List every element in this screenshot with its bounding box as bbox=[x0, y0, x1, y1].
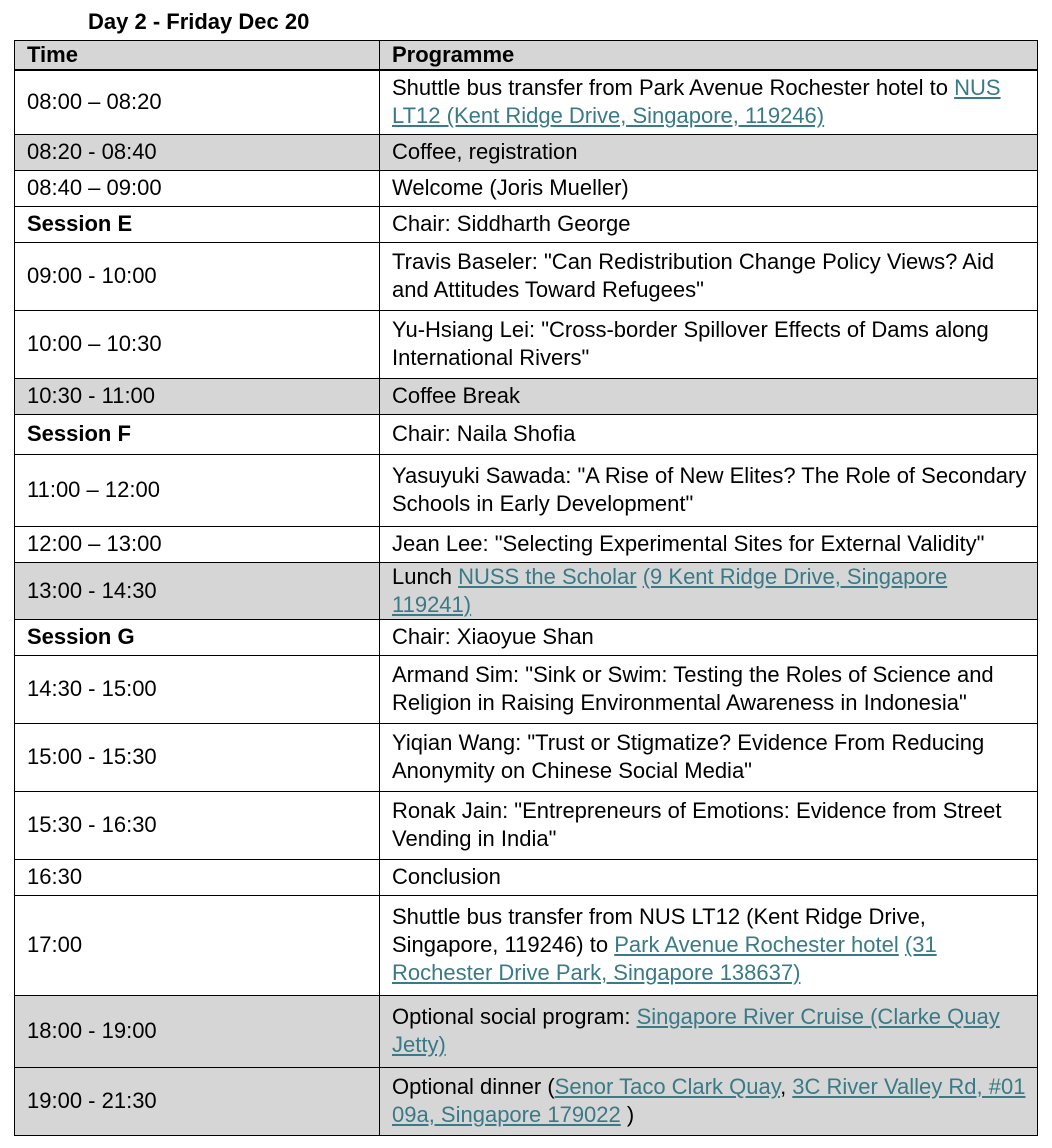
programme-link[interactable]: NUSS the Scholar bbox=[458, 563, 637, 589]
programme-text: Coffee Break bbox=[392, 383, 521, 408]
programme-cell bbox=[380, 562, 1038, 619]
session-label: Session E bbox=[15, 206, 380, 242]
table-row bbox=[15, 170, 1038, 206]
programme-cell bbox=[380, 895, 1038, 995]
schedule-table bbox=[14, 40, 1038, 1136]
table-row bbox=[15, 655, 1038, 723]
programme-link[interactable]: Park Avenue Rochester hotel bbox=[614, 932, 899, 957]
programme-cell bbox=[380, 791, 1038, 859]
time-cell: 19:00 - 21:30 bbox=[15, 1067, 380, 1135]
programme-text: Jean Lee: "Selecting Experimental Sites for External Validity" bbox=[392, 531, 985, 556]
programme-text: Travis Baseler: "Can Redistribution Change Policy Views? Aid and Attitudes Toward Refugees" bbox=[392, 249, 995, 302]
programme-cell bbox=[380, 619, 1038, 655]
time-cell: 17:00 bbox=[15, 895, 380, 995]
programme-link[interactable]: NUS LT12 (Kent Ridge Drive, Singapore, 119246) bbox=[392, 75, 1001, 129]
programme-cell bbox=[380, 70, 1038, 134]
time-cell: 15:00 - 15:30 bbox=[15, 723, 380, 791]
table-row bbox=[15, 70, 1038, 134]
time-cell: 08:40 – 09:00 bbox=[15, 170, 380, 206]
time-cell: 09:00 - 10:00 bbox=[15, 242, 380, 310]
time-cell: 12:00 – 13:00 bbox=[15, 526, 380, 562]
table-row bbox=[15, 526, 1038, 562]
programme-text: Shuttle bus transfer from NUS LT12 (Kent Ridge Drive, Singapore, 119246) to bbox=[392, 904, 926, 957]
programme-text: Lunch bbox=[392, 563, 459, 589]
programme-link[interactable]: (31 Rochester Drive Park, Singapore 138637) bbox=[392, 932, 937, 985]
programme-link[interactable]: Singapore River Cruise (Clarke Quay Jetty) bbox=[392, 1004, 1000, 1057]
programme-text: ) bbox=[620, 1102, 635, 1127]
programme-cell bbox=[380, 454, 1038, 526]
programme-text: Welcome (Joris Mueller) bbox=[392, 175, 629, 200]
programme-text: Armand Sim: "Sink or Swim: Testing the Roles of Science and Religion in Raising Environmental Awareness in Indonesia" bbox=[392, 662, 994, 715]
programme-cell bbox=[380, 414, 1038, 454]
session-label: Session G bbox=[15, 619, 380, 655]
session-row bbox=[15, 206, 1038, 242]
programme-text: Chair: Naila Shofia bbox=[392, 421, 576, 446]
programme-text: Optional social program: bbox=[392, 1004, 637, 1029]
table-row bbox=[15, 454, 1038, 526]
table-row bbox=[15, 895, 1038, 995]
programme-link[interactable]: (9 Kent Ridge Drive, Singapore 119241) bbox=[392, 563, 948, 617]
time-cell: 16:30 bbox=[15, 859, 380, 895]
programme-text: Coffee, registration bbox=[392, 139, 578, 164]
programme-cell bbox=[380, 1067, 1038, 1135]
table-row bbox=[15, 242, 1038, 310]
programme-cell bbox=[380, 310, 1038, 378]
table-row bbox=[15, 310, 1038, 378]
programme-cell bbox=[380, 995, 1038, 1067]
programme-link[interactable]: 3C River Valley Rd, #01 09a, Singapore 179022 bbox=[392, 1074, 1026, 1127]
session-label: Session F bbox=[15, 414, 380, 454]
programme-cell bbox=[380, 206, 1038, 242]
time-cell: 13:00 - 14:30 bbox=[15, 562, 380, 619]
table-row bbox=[15, 723, 1038, 791]
programme-cell bbox=[380, 378, 1038, 414]
header-programme: Programme bbox=[380, 41, 1038, 71]
programme-cell bbox=[380, 655, 1038, 723]
table-row bbox=[15, 1067, 1038, 1135]
time-cell: 15:30 - 16:30 bbox=[15, 791, 380, 859]
programme-text: Optional dinner ( bbox=[392, 1074, 555, 1099]
header-time: Time bbox=[15, 41, 380, 71]
table-header-row bbox=[15, 41, 1038, 71]
programme-text: Shuttle bus transfer from Park Avenue Rochester hotel to bbox=[392, 75, 955, 101]
programme-link[interactable]: Senor Taco Clark Quay bbox=[554, 1074, 781, 1099]
programme-cell bbox=[380, 723, 1038, 791]
time-cell: 11:00 – 12:00 bbox=[15, 454, 380, 526]
programme-cell bbox=[380, 859, 1038, 895]
programme-text: Yasuyuki Sawada: "A Rise of New Elites? The Role of Secondary Schools in Early Development" bbox=[392, 463, 1027, 516]
schedule-body bbox=[15, 41, 1038, 1136]
time-cell: 14:30 - 15:00 bbox=[15, 655, 380, 723]
time-cell: 18:00 - 19:00 bbox=[15, 995, 380, 1067]
table-row bbox=[15, 562, 1038, 619]
session-row bbox=[15, 619, 1038, 655]
programme-text: Yu-Hsiang Lei: "Cross-border Spillover Effects of Dams along International Rivers" bbox=[392, 317, 989, 370]
table-row bbox=[15, 791, 1038, 859]
programme-text: , bbox=[780, 1074, 793, 1099]
time-cell: 10:30 - 11:00 bbox=[15, 378, 380, 414]
session-row bbox=[15, 414, 1038, 454]
table-row bbox=[15, 134, 1038, 170]
table-row bbox=[15, 378, 1038, 414]
programme-cell bbox=[380, 526, 1038, 562]
day-title: Day 2 - Friday Dec 20 bbox=[88, 9, 310, 34]
programme-cell bbox=[380, 170, 1038, 206]
programme-cell bbox=[380, 134, 1038, 170]
programme-text: Conclusion bbox=[392, 864, 501, 889]
table-row bbox=[15, 859, 1038, 895]
programme-text: Chair: Siddharth George bbox=[392, 211, 631, 236]
time-cell: 08:20 - 08:40 bbox=[15, 134, 380, 170]
programme-text: Chair: Xiaoyue Shan bbox=[392, 624, 594, 649]
time-cell: 10:00 – 10:30 bbox=[15, 310, 380, 378]
programme-text: Yiqian Wang: "Trust or Stigmatize? Evidence From Reducing Anonymity on Chinese Social Media" bbox=[392, 730, 985, 783]
programme-text: Ronak Jain: "Entrepreneurs of Emotions: Evidence from Street Vending in India" bbox=[392, 798, 1002, 851]
time-cell: 08:00 – 08:20 bbox=[15, 70, 380, 134]
table-row bbox=[15, 995, 1038, 1067]
programme-cell bbox=[380, 242, 1038, 310]
